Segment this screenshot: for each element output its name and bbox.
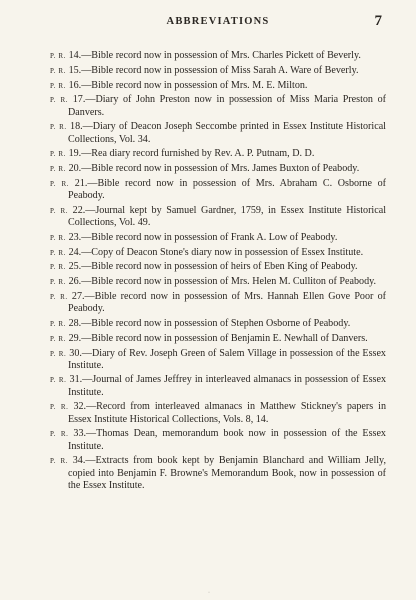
entry-number: 25 — [68, 261, 79, 273]
entry-text: Extracts from book kept by Benjamin Blanchard and William Jelly, copied into Benjamin F. Browne's Memorandum Book, now in possession of the Essex Institute. — [68, 455, 386, 491]
entry-abbreviation: P. R. — [50, 334, 67, 343]
abbreviation-entry: P. R. 21.—Bible record now in possession of Mrs. Abraham C. Osborne of Peabody. — [50, 177, 386, 202]
abbreviation-entry: P. R. 20.—Bible record now in possession of Mrs. James Buxton of Peabody. — [50, 163, 360, 175]
entry-abbreviation: P. R. — [50, 403, 69, 412]
abbreviation-entry: P. R. 25.—Bible record now in possession of heirs of Eben King of Peabody. — [50, 261, 358, 273]
entry-text: Copy of Deacon Stone's diary now in possession of Essex Institute. — [91, 246, 364, 258]
entry-text: Thomas Dean, memorandum book now in possession of the Essex Institute. — [68, 428, 386, 452]
abbreviation-entry: P. R. 14.—Bible record now in possession of Mrs. Charles Pickett of Beverly. — [50, 50, 361, 61]
entry-text: Bible record now in possession of Mrs. M. E. Milton. — [91, 79, 308, 91]
abbreviation-entry: P. R. 34.—Extracts from book kept by Benjamin Blanchard and William Jelly, copied into Benjamin F. Browne's Memorandum Book, now in possession of the Essex Institute. — [50, 455, 386, 491]
entry-text: Diary of Deacon Joseph Seccombe printed in Essex Institute Historical Collections, Vol. 34. — [68, 121, 386, 145]
abbreviation-entry: P. R. 29.—Bible record now in possession of Benjamin E. Newhall of Danvers. — [50, 332, 368, 344]
entry-number: 26 — [68, 276, 79, 288]
entry-abbreviation: P. R. — [50, 179, 70, 188]
abbreviation-entry: P. R. 18.—Diary of Deacon Joseph Seccombe printed in Essex Institute Historical Collections, Vol. 34. — [50, 121, 386, 145]
entry-abbreviation: P. R. — [50, 376, 67, 385]
entry-number: 17 — [72, 94, 83, 106]
abbreviation-entry: P. R. 16.—Bible record now in possession of Mrs. M. E. Milton. — [50, 79, 308, 91]
entry-abbreviation: P. R. — [50, 66, 67, 75]
entry-abbreviation: P. R. — [50, 457, 69, 466]
entry-number: 18 — [70, 121, 81, 133]
entry-abbreviation: P. R. — [50, 123, 67, 132]
abbreviation-entry: P. R. 15.—Bible record now in possession of Miss Sarah A. Ware of Beverly. — [50, 64, 359, 76]
abbreviation-entry: P. R. 26.—Bible record now in possession of Mrs. Helen M. Culliton of Peabody. — [50, 276, 377, 288]
entry-text: Bible record now in possession of Stephen Osborne of Peabody. — [91, 317, 351, 329]
entry-text: Bible record now in possession of Mrs. Charles Pickett of Beverly. — [91, 50, 361, 61]
entry-abbreviation: P. R. — [50, 165, 67, 174]
entry-number: 31 — [69, 374, 80, 386]
entry-number: 16 — [68, 79, 79, 91]
entry-text: Bible record now in possession of Mrs. Hannah Ellen Gove Poor of Peabody. — [68, 290, 386, 315]
abbreviation-list — [50, 50, 386, 492]
entry-abbreviation: P. R. — [50, 430, 69, 439]
abbreviation-entry: P. R. 27.—Bible record now in possession of Mrs. Hannah Ellen Gove Poor of Peabody. — [50, 290, 386, 315]
entry-abbreviation: P. R. — [50, 206, 69, 215]
entry-text: Bible record now in possession of Mrs. Abraham C. Osborne of Peabody. — [68, 177, 386, 202]
entry-number: 24 — [68, 246, 79, 258]
abbreviation-entry: P. R. 24.—Copy of Deacon Stone's diary now in possession of Essex Institute. — [50, 246, 364, 258]
entry-abbreviation: P. R. — [50, 263, 67, 272]
entry-abbreviation: P. R. — [50, 248, 67, 257]
entry-abbreviation: P. R. — [50, 233, 67, 242]
abbreviation-entry: P. R. 23.—Bible record now in possession of Frank A. Low of Peabody. — [50, 231, 338, 243]
print-mark: · — [208, 590, 210, 596]
entry-text: Rea diary record furnished by Rev. A. P. Putnam, D. D. — [91, 148, 315, 160]
entry-abbreviation: P. R. — [50, 150, 67, 159]
abbreviation-entry: P. R. 22.—Journal kept by Samuel Gardner, 1759, in Essex Institute Historical Collections, Vol. 49. — [50, 204, 386, 228]
entry-abbreviation: P. R. — [50, 278, 67, 287]
entry-abbreviation: P. R. — [50, 319, 67, 328]
entry-number: 28 — [68, 317, 79, 329]
entry-abbreviation: P. R. — [50, 81, 67, 90]
abbreviation-entry: P. R. 28.—Bible record now in possession of Stephen Osborne of Peabody. — [50, 317, 351, 329]
entry-number: 21 — [74, 177, 85, 189]
entry-number: 29 — [68, 332, 79, 344]
entry-number: 34 — [72, 455, 83, 467]
entry-number: 30 — [69, 347, 80, 359]
entry-number: 23 — [68, 231, 79, 243]
entry-abbreviation: P. R. — [50, 349, 67, 358]
entry-text: Bible record now in possession of Frank A. Low of Peabody. — [91, 231, 338, 243]
entry-text: Record from interleaved almanacs in Matthew Stickney's papers in Essex Institute Historical Collections, Vols. 8, 14. — [68, 401, 386, 425]
entry-abbreviation: P. R. — [50, 292, 68, 301]
entry-text: Bible record now in possession of Mrs. Helen M. Culliton of Peabody. — [91, 276, 377, 288]
abbreviation-entry: P. R. 31.—Journal of James Jeffrey in interleaved almanacs in possession of Essex Institute. — [50, 374, 387, 398]
entry-text: Journal kept by Samuel Gardner, 1759, in Essex Institute Historical Collections, Vol. 49. — [68, 204, 386, 228]
page-header-title: ABBREVIATIONS — [166, 16, 270, 27]
abbreviation-entry: P. R. 30.—Diary of Rev. Joseph Green of Salem Village in possession of the Essex Institute. — [50, 347, 386, 371]
entry-text: Diary of Rev. Joseph Green of Salem Village in possession of the Essex Institute. — [68, 347, 386, 371]
page-number: 7 — [374, 13, 382, 29]
entry-abbreviation: P. R. — [50, 52, 67, 60]
entry-text: Bible record now in possession of Mrs. James Buxton of Peabody. — [91, 163, 360, 175]
entry-abbreviation: P. R. — [50, 96, 69, 105]
entry-number: 20 — [68, 163, 79, 175]
entry-number: 32 — [73, 401, 84, 413]
entry-text: Diary of John Preston now in possession of Miss Maria Preston of Danvers. — [68, 94, 386, 118]
entry-number: 33 — [73, 428, 84, 440]
entry-number: 22 — [72, 204, 83, 216]
entry-number: 15 — [68, 64, 79, 76]
abbreviation-entry: P. R. 19.—Rea diary record furnished by Rev. A. P. Putnam, D. D. — [50, 148, 315, 160]
entry-text: Bible record now in possession of Miss Sarah A. Ware of Beverly. — [91, 64, 359, 76]
entry-number: 19 — [68, 148, 79, 160]
abbreviation-entry: P. R. 17.—Diary of John Preston now in possession of Miss Maria Preston of Danvers. — [50, 94, 386, 118]
running-header — [50, 14, 386, 36]
abbreviation-entry: P. R. 33.—Thomas Dean, memorandum book now in possession of the Essex Institute. — [50, 428, 386, 452]
entry-number: 14 — [68, 50, 79, 61]
entry-number: 27 — [71, 290, 82, 302]
abbreviation-entry: P. R. 32.—Record from interleaved almanacs in Matthew Stickney's papers in Essex Institute Historical Collections, Vols. 8, 14. — [50, 401, 386, 425]
entry-text: Journal of James Jeffrey in interleaved almanacs in possession of Essex Institute. — [68, 374, 387, 398]
entry-text: Bible record now in possession of heirs of Eben King of Peabody. — [91, 261, 358, 273]
entry-text: Bible record now in possession of Benjamin E. Newhall of Danvers. — [91, 332, 368, 344]
